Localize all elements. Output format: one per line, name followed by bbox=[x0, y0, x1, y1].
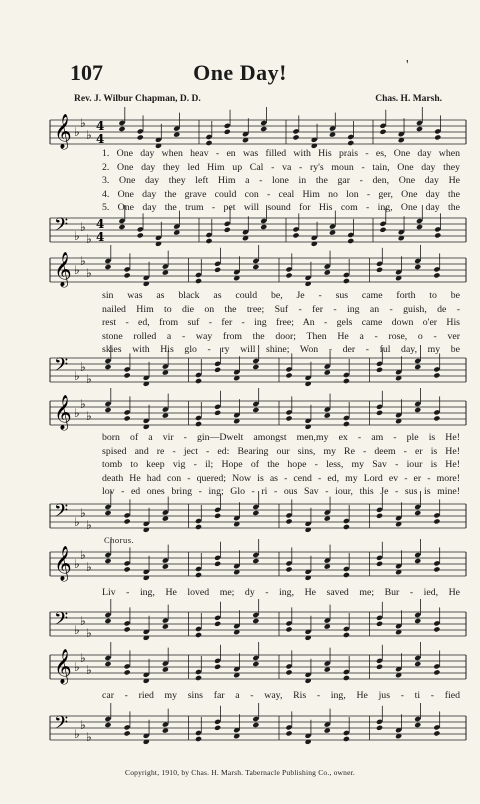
flat-icon: ♭ bbox=[80, 651, 86, 665]
note-head-icon bbox=[285, 518, 292, 524]
chorus-label: Chorus. bbox=[104, 535, 135, 545]
note-head-icon bbox=[162, 270, 169, 276]
note-head-icon bbox=[252, 722, 259, 728]
note-head-icon bbox=[416, 224, 423, 230]
lyric-line: lov - ed ones bring - ing; Glo - ri - ous Sav - iour, this Je - sus is mine! bbox=[102, 486, 460, 497]
note-head-icon bbox=[376, 410, 383, 416]
bass-clef-icon: 𝄢 bbox=[54, 355, 69, 380]
note-head-icon bbox=[195, 675, 202, 681]
note-head-icon bbox=[214, 725, 221, 731]
note-head-icon bbox=[252, 510, 259, 516]
note-head-icon bbox=[173, 230, 180, 236]
note-head-icon bbox=[104, 618, 111, 624]
note-head-icon bbox=[305, 739, 312, 745]
flat-icon: ♭ bbox=[74, 406, 80, 420]
note-head-icon bbox=[324, 667, 331, 673]
treble-staff-chorus-1 bbox=[50, 544, 466, 590]
note-head-icon bbox=[205, 238, 212, 244]
note-head-icon bbox=[292, 134, 299, 140]
flat-icon: ♭ bbox=[80, 397, 86, 411]
composer-credit: Chas. H. Marsh. bbox=[375, 94, 442, 104]
note-head-icon bbox=[324, 370, 331, 376]
flat-icon: ♭ bbox=[86, 626, 92, 640]
note-head-icon bbox=[104, 661, 111, 667]
note-head-icon bbox=[305, 635, 312, 641]
lyric-line: nailed Him to die on the tree; Suf - fer - ing an - guish, de - bbox=[102, 303, 460, 315]
note-head-icon bbox=[214, 367, 221, 373]
note-head-icon bbox=[124, 626, 131, 632]
note-head-icon bbox=[104, 558, 111, 564]
note-head-icon bbox=[376, 513, 383, 519]
note-head-icon bbox=[195, 572, 202, 578]
note-head-icon bbox=[324, 270, 331, 276]
note-head-icon bbox=[343, 736, 350, 742]
treble-clef-icon: 𝄞 bbox=[54, 395, 72, 430]
note-head-icon bbox=[414, 364, 421, 370]
note-head-icon bbox=[214, 561, 221, 567]
flat-icon: ♭ bbox=[80, 548, 86, 562]
note-head-icon bbox=[285, 372, 292, 378]
note-head-icon bbox=[143, 678, 150, 684]
note-head-icon bbox=[252, 558, 259, 564]
note-head-icon bbox=[195, 378, 202, 384]
lyric-line: spised and re - ject - ed: Bearing our sins, my Re - deem - er is He! bbox=[102, 445, 460, 457]
note-head-icon bbox=[214, 267, 221, 273]
note-head-icon bbox=[343, 675, 350, 681]
note-head-icon bbox=[379, 129, 386, 135]
flat-icon: ♭ bbox=[80, 506, 86, 520]
note-head-icon bbox=[195, 632, 202, 638]
note-head-icon bbox=[124, 730, 131, 736]
note-head-icon bbox=[155, 241, 162, 247]
note-head-icon bbox=[224, 129, 231, 135]
note-head-icon bbox=[252, 618, 259, 624]
verse-lyrics-system-2 bbox=[102, 289, 460, 357]
chorus-lyrics-line-1 bbox=[102, 586, 460, 600]
note-head-icon bbox=[162, 667, 169, 673]
bass-clef-icon: 𝄢 bbox=[54, 501, 69, 526]
flat-icon: ♭ bbox=[86, 232, 92, 246]
note-head-icon bbox=[137, 232, 144, 238]
note-head-icon bbox=[195, 736, 202, 742]
note-head-icon bbox=[285, 566, 292, 572]
note-head-icon bbox=[224, 227, 231, 233]
bass-clef-icon: 𝄢 bbox=[54, 215, 69, 240]
note-head-icon bbox=[305, 575, 312, 581]
flat-icon: ♭ bbox=[74, 623, 80, 637]
note-head-icon bbox=[292, 232, 299, 238]
note-head-icon bbox=[324, 564, 331, 570]
lyric-line: born of a vir - gin—Dwelt amongst men,my ex - am - ple is He! bbox=[102, 432, 460, 443]
flat-icon: ♭ bbox=[74, 263, 80, 277]
note-head-icon bbox=[414, 510, 421, 516]
flat-icon: ♭ bbox=[74, 660, 80, 674]
note-head-icon bbox=[433, 669, 440, 675]
note-head-icon bbox=[379, 227, 386, 233]
note-head-icon bbox=[104, 407, 111, 413]
flat-icon: ♭ bbox=[86, 128, 92, 142]
lyric-line: death He had con - quered; Now is as - cend - ed, my Lord ev - er - more! bbox=[102, 472, 460, 484]
lyric-line: sin was as black as could be, Je - sus came forth to be bbox=[102, 290, 460, 301]
flat-icon: ♭ bbox=[86, 730, 92, 744]
flat-icon: ♭ bbox=[80, 116, 86, 130]
note-head-icon bbox=[104, 722, 111, 728]
note-head-icon bbox=[124, 566, 131, 572]
verse-lyrics-system-1 bbox=[102, 147, 460, 215]
bass-staff-chorus-2 bbox=[50, 708, 466, 754]
lyric-line: tomb to keep vig - il; Hope of the hope - less, my Sav - iour is He! bbox=[102, 459, 460, 470]
lyric-line: skies with His glo - ry will shine; Won - der - ful day, my be bbox=[102, 344, 460, 355]
lyric-line: stone rolled a - way from the door; Then He a - rose, o - ver bbox=[102, 330, 460, 342]
note-head-icon bbox=[162, 624, 169, 630]
flat-icon: ♭ bbox=[74, 515, 80, 529]
note-head-icon bbox=[311, 241, 318, 247]
note-head-icon bbox=[124, 669, 131, 675]
note-head-icon bbox=[285, 272, 292, 278]
note-head-icon bbox=[376, 725, 383, 731]
note-head-icon bbox=[376, 664, 383, 670]
time-signature-icon: 4 bbox=[96, 230, 105, 244]
note-head-icon bbox=[143, 527, 150, 533]
page-mark: ' bbox=[406, 58, 409, 73]
note-head-icon bbox=[195, 421, 202, 427]
note-head-icon bbox=[143, 739, 150, 745]
treble-clef-icon: 𝄞 bbox=[54, 252, 72, 287]
note-head-icon bbox=[416, 126, 423, 132]
lyric-line: 1. One day when heav - en was filled with His prais - es, One day when bbox=[102, 148, 460, 159]
note-head-icon bbox=[324, 516, 331, 522]
note-head-icon bbox=[434, 232, 441, 238]
note-head-icon bbox=[195, 278, 202, 284]
author-credit: Rev. J. Wilbur Chapman, D. D. bbox=[74, 94, 201, 104]
note-head-icon bbox=[118, 224, 125, 230]
lyric-line: 5. One day the trum - pet will sound for His com - ing, One day the bbox=[102, 202, 460, 213]
note-head-icon bbox=[433, 372, 440, 378]
note-head-icon bbox=[324, 624, 331, 630]
note-head-icon bbox=[285, 730, 292, 736]
note-head-icon bbox=[143, 575, 150, 581]
note-head-icon bbox=[343, 421, 350, 427]
note-head-icon bbox=[433, 730, 440, 736]
note-head-icon bbox=[143, 635, 150, 641]
flat-icon: ♭ bbox=[80, 718, 86, 732]
note-head-icon bbox=[260, 126, 267, 132]
treble-clef-icon: 𝄞 bbox=[54, 114, 72, 149]
note-head-icon bbox=[414, 407, 421, 413]
note-head-icon bbox=[347, 140, 354, 146]
note-head-icon bbox=[124, 415, 131, 421]
note-head-icon bbox=[195, 524, 202, 530]
note-head-icon bbox=[162, 728, 169, 734]
chorus-lyrics-line-2 bbox=[102, 689, 460, 703]
note-head-icon bbox=[329, 132, 336, 138]
note-head-icon bbox=[214, 513, 221, 519]
note-head-icon bbox=[376, 621, 383, 627]
note-head-icon bbox=[214, 664, 221, 670]
note-head-icon bbox=[104, 364, 111, 370]
flat-icon: ♭ bbox=[86, 518, 92, 532]
note-head-icon bbox=[305, 281, 312, 287]
note-head-icon bbox=[252, 364, 259, 370]
copyright-notice: Copyright, 1910, by Chas. H. Marsh. Tabernacle Publishing Co., owner. bbox=[125, 768, 355, 777]
note-head-icon bbox=[104, 264, 111, 270]
lyric-line: Liv - ing, He loved me; dy - ing, He saved me; Bur - ied, He bbox=[102, 587, 460, 598]
note-head-icon bbox=[305, 381, 312, 387]
flat-icon: ♭ bbox=[86, 372, 92, 386]
note-head-icon bbox=[414, 558, 421, 564]
bass-staff-system-2 bbox=[50, 350, 466, 396]
flat-icon: ♭ bbox=[80, 220, 86, 234]
hymn-number: 107 bbox=[70, 60, 103, 85]
note-head-icon bbox=[124, 272, 131, 278]
note-head-icon bbox=[376, 367, 383, 373]
note-head-icon bbox=[433, 626, 440, 632]
lyric-line: rest - ed, from suf - fer - ing free; An - gels came down o'er His bbox=[102, 317, 460, 328]
flat-icon: ♭ bbox=[86, 266, 92, 280]
flat-icon: ♭ bbox=[80, 614, 86, 628]
note-head-icon bbox=[343, 378, 350, 384]
verse-lyrics-system-3 bbox=[102, 431, 460, 499]
time-signature-icon: 4 bbox=[96, 119, 105, 133]
treble-clef-icon: 𝄞 bbox=[54, 649, 72, 684]
flat-icon: ♭ bbox=[74, 229, 80, 243]
note-head-icon bbox=[118, 126, 125, 132]
note-head-icon bbox=[433, 518, 440, 524]
note-head-icon bbox=[173, 132, 180, 138]
note-head-icon bbox=[137, 134, 144, 140]
flat-icon: ♭ bbox=[86, 663, 92, 677]
note-head-icon bbox=[143, 281, 150, 287]
note-head-icon bbox=[376, 561, 383, 567]
note-head-icon bbox=[414, 618, 421, 624]
time-signature-icon: 4 bbox=[96, 132, 105, 146]
note-head-icon bbox=[324, 728, 331, 734]
time-signature-icon: 4 bbox=[96, 217, 105, 231]
note-head-icon bbox=[414, 264, 421, 270]
note-head-icon bbox=[205, 140, 212, 146]
note-head-icon bbox=[433, 272, 440, 278]
flat-icon: ♭ bbox=[86, 409, 92, 423]
lyric-line: car - ried my sins far a - way, Ris - ing, He jus - ti - fied bbox=[102, 690, 460, 701]
note-head-icon bbox=[124, 518, 131, 524]
note-head-icon bbox=[414, 722, 421, 728]
note-head-icon bbox=[285, 669, 292, 675]
note-head-icon bbox=[252, 661, 259, 667]
note-head-icon bbox=[305, 424, 312, 430]
note-head-icon bbox=[162, 516, 169, 522]
bass-clef-icon: 𝄢 bbox=[54, 713, 69, 738]
note-head-icon bbox=[434, 134, 441, 140]
note-head-icon bbox=[162, 564, 169, 570]
note-head-icon bbox=[347, 238, 354, 244]
flat-icon: ♭ bbox=[86, 560, 92, 574]
note-head-icon bbox=[124, 372, 131, 378]
flat-icon: ♭ bbox=[80, 254, 86, 268]
lyric-line: 3. One day they left Him a - lone in the gar - den, One day He bbox=[102, 175, 460, 186]
note-head-icon bbox=[162, 370, 169, 376]
note-head-icon bbox=[343, 278, 350, 284]
note-head-icon bbox=[162, 413, 169, 419]
note-head-icon bbox=[104, 510, 111, 516]
note-head-icon bbox=[214, 621, 221, 627]
flat-icon: ♭ bbox=[74, 727, 80, 741]
note-head-icon bbox=[143, 381, 150, 387]
note-head-icon bbox=[343, 572, 350, 578]
hymn-title: One Day! bbox=[193, 60, 287, 85]
note-head-icon bbox=[285, 415, 292, 421]
note-head-icon bbox=[433, 415, 440, 421]
bass-staff-chorus-1 bbox=[50, 604, 466, 650]
bass-clef-icon: 𝄢 bbox=[54, 609, 69, 634]
note-head-icon bbox=[433, 566, 440, 572]
lyric-line: 4. One day the grave could con - ceal Him no lon - ger, One day the bbox=[102, 188, 460, 200]
flat-icon: ♭ bbox=[74, 125, 80, 139]
note-head-icon bbox=[343, 524, 350, 530]
note-head-icon bbox=[143, 424, 150, 430]
note-head-icon bbox=[376, 267, 383, 273]
note-head-icon bbox=[214, 410, 221, 416]
note-head-icon bbox=[414, 661, 421, 667]
flat-icon: ♭ bbox=[80, 360, 86, 374]
treble-clef-icon: 𝄞 bbox=[54, 546, 72, 581]
note-head-icon bbox=[305, 527, 312, 533]
note-head-icon bbox=[343, 632, 350, 638]
lyric-line: 2. One day they led Him up Cal - va - ry's moun - tain, One day they bbox=[102, 161, 460, 173]
note-head-icon bbox=[252, 407, 259, 413]
flat-icon: ♭ bbox=[74, 557, 80, 571]
note-head-icon bbox=[252, 264, 259, 270]
note-head-icon bbox=[329, 230, 336, 236]
note-head-icon bbox=[285, 626, 292, 632]
treble-staff-chorus-2 bbox=[50, 647, 466, 693]
flat-icon: ♭ bbox=[74, 369, 80, 383]
note-head-icon bbox=[324, 413, 331, 419]
note-head-icon bbox=[260, 224, 267, 230]
note-head-icon bbox=[305, 678, 312, 684]
